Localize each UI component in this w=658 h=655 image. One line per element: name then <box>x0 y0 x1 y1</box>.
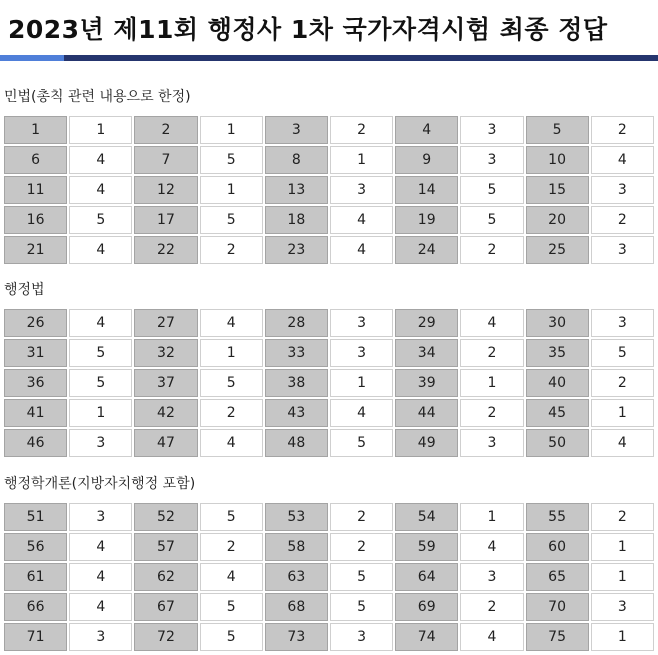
answer-cell: 4 <box>460 309 523 337</box>
answer-cell: 2 <box>200 533 263 561</box>
answer-cell: 4 <box>330 236 393 264</box>
question-number-cell: 18 <box>265 206 328 234</box>
question-number-cell: 14 <box>395 176 458 204</box>
answer-cell: 5 <box>200 206 263 234</box>
answer-table-civil-law <box>2 114 656 266</box>
title-underline-bar <box>0 55 658 61</box>
question-number-cell: 11 <box>4 176 67 204</box>
page-header <box>0 0 658 62</box>
question-number-cell: 23 <box>265 236 328 264</box>
answer-cell: 1 <box>591 623 654 651</box>
question-number-cell: 17 <box>134 206 197 234</box>
question-number-cell: 55 <box>526 503 589 531</box>
question-number-cell: 41 <box>4 399 67 427</box>
answer-cell: 4 <box>200 563 263 591</box>
answer-cell: 2 <box>591 116 654 144</box>
answer-cell: 1 <box>200 176 263 204</box>
answer-cell: 1 <box>69 116 132 144</box>
answer-cell: 4 <box>69 563 132 591</box>
question-number-cell: 19 <box>395 206 458 234</box>
answer-table-public-administration <box>2 501 656 653</box>
answer-cell: 1 <box>591 399 654 427</box>
question-number-cell: 37 <box>134 369 197 397</box>
question-number-cell: 69 <box>395 593 458 621</box>
question-number-cell: 27 <box>134 309 197 337</box>
question-number-cell: 35 <box>526 339 589 367</box>
question-number-cell: 1 <box>4 116 67 144</box>
question-number-cell: 64 <box>395 563 458 591</box>
question-number-cell: 34 <box>395 339 458 367</box>
answer-cell: 5 <box>200 593 263 621</box>
question-number-cell: 16 <box>4 206 67 234</box>
answer-cell: 3 <box>330 339 393 367</box>
answer-cell: 4 <box>200 309 263 337</box>
question-number-cell: 58 <box>265 533 328 561</box>
table-row <box>4 623 654 651</box>
question-number-cell: 72 <box>134 623 197 651</box>
answer-cell: 2 <box>591 206 654 234</box>
question-number-cell: 42 <box>134 399 197 427</box>
answer-cell: 2 <box>330 503 393 531</box>
question-number-cell: 24 <box>395 236 458 264</box>
table-row <box>4 429 654 457</box>
answer-cell: 1 <box>200 116 263 144</box>
answer-cell: 5 <box>200 369 263 397</box>
question-number-cell: 25 <box>526 236 589 264</box>
section-label-public-administration: 행정학개론(지방자치행정 포함) <box>4 476 196 492</box>
question-number-cell: 46 <box>4 429 67 457</box>
answer-cell: 5 <box>200 623 263 651</box>
answer-table-administrative-law <box>2 307 656 459</box>
table-row <box>4 146 654 174</box>
answer-cell: 1 <box>460 369 523 397</box>
question-number-cell: 30 <box>526 309 589 337</box>
answer-cell: 3 <box>330 176 393 204</box>
question-number-cell: 49 <box>395 429 458 457</box>
answer-cell: 2 <box>591 369 654 397</box>
table-row <box>4 309 654 337</box>
answer-cell: 5 <box>591 339 654 367</box>
question-number-cell: 39 <box>395 369 458 397</box>
question-number-cell: 6 <box>4 146 67 174</box>
question-number-cell: 13 <box>265 176 328 204</box>
question-number-cell: 38 <box>265 369 328 397</box>
question-number-cell: 66 <box>4 593 67 621</box>
answer-cell: 2 <box>200 399 263 427</box>
question-number-cell: 73 <box>265 623 328 651</box>
answer-cell: 4 <box>591 146 654 174</box>
question-number-cell: 10 <box>526 146 589 174</box>
question-number-cell: 74 <box>395 623 458 651</box>
answer-cell: 4 <box>460 533 523 561</box>
answer-cell: 5 <box>69 339 132 367</box>
section-label-administrative-law: 행정법 <box>4 282 45 298</box>
section-label-civil-law: 민법(총칙 관련 내용으로 한정) <box>4 89 191 105</box>
answer-cell: 5 <box>200 503 263 531</box>
answer-cell: 5 <box>69 369 132 397</box>
question-number-cell: 15 <box>526 176 589 204</box>
table-row <box>4 116 654 144</box>
question-number-cell: 8 <box>265 146 328 174</box>
table-row <box>4 563 654 591</box>
question-number-cell: 21 <box>4 236 67 264</box>
answer-cell: 3 <box>460 146 523 174</box>
answer-cell: 3 <box>330 623 393 651</box>
question-number-cell: 70 <box>526 593 589 621</box>
table-row <box>4 339 654 367</box>
question-number-cell: 22 <box>134 236 197 264</box>
answer-cell: 5 <box>69 206 132 234</box>
question-number-cell: 51 <box>4 503 67 531</box>
question-number-cell: 33 <box>265 339 328 367</box>
table-row <box>4 399 654 427</box>
answer-cell: 3 <box>69 503 132 531</box>
answer-cell: 3 <box>460 116 523 144</box>
answer-cell: 4 <box>69 176 132 204</box>
answer-cell: 4 <box>69 236 132 264</box>
answer-cell: 1 <box>330 369 393 397</box>
answer-cell: 1 <box>460 503 523 531</box>
question-number-cell: 60 <box>526 533 589 561</box>
question-number-cell: 48 <box>265 429 328 457</box>
answer-cell: 4 <box>69 146 132 174</box>
question-number-cell: 44 <box>395 399 458 427</box>
answer-cell: 2 <box>330 533 393 561</box>
question-number-cell: 2 <box>134 116 197 144</box>
question-number-cell: 43 <box>265 399 328 427</box>
question-number-cell: 7 <box>134 146 197 174</box>
question-number-cell: 52 <box>134 503 197 531</box>
answer-cell: 4 <box>69 309 132 337</box>
table-row <box>4 593 654 621</box>
question-number-cell: 47 <box>134 429 197 457</box>
answer-cell: 2 <box>460 339 523 367</box>
answer-cell: 1 <box>330 146 393 174</box>
question-number-cell: 12 <box>134 176 197 204</box>
question-number-cell: 54 <box>395 503 458 531</box>
question-number-cell: 3 <box>265 116 328 144</box>
answer-cell: 1 <box>591 563 654 591</box>
question-number-cell: 59 <box>395 533 458 561</box>
answer-cell: 3 <box>69 429 132 457</box>
question-number-cell: 61 <box>4 563 67 591</box>
question-number-cell: 40 <box>526 369 589 397</box>
question-number-cell: 50 <box>526 429 589 457</box>
answer-cell: 2 <box>591 503 654 531</box>
answer-cell: 2 <box>330 116 393 144</box>
question-number-cell: 36 <box>4 369 67 397</box>
answer-cell: 4 <box>69 533 132 561</box>
answer-cell: 5 <box>330 429 393 457</box>
answer-cell: 5 <box>460 176 523 204</box>
answer-cell: 3 <box>591 309 654 337</box>
question-number-cell: 71 <box>4 623 67 651</box>
answer-cell: 4 <box>330 206 393 234</box>
table-row <box>4 176 654 204</box>
answer-cell: 2 <box>460 593 523 621</box>
answer-cell: 1 <box>591 533 654 561</box>
question-number-cell: 4 <box>395 116 458 144</box>
question-number-cell: 26 <box>4 309 67 337</box>
answer-cell: 2 <box>200 236 263 264</box>
answer-cell: 3 <box>591 176 654 204</box>
question-number-cell: 62 <box>134 563 197 591</box>
question-number-cell: 45 <box>526 399 589 427</box>
answer-cell: 5 <box>330 563 393 591</box>
answer-cell: 2 <box>460 236 523 264</box>
question-number-cell: 29 <box>395 309 458 337</box>
answer-cell: 5 <box>200 146 263 174</box>
title-underline-accent <box>0 55 64 61</box>
table-row <box>4 369 654 397</box>
answer-cell: 1 <box>200 339 263 367</box>
question-number-cell: 9 <box>395 146 458 174</box>
question-number-cell: 31 <box>4 339 67 367</box>
question-number-cell: 20 <box>526 206 589 234</box>
table-row <box>4 503 654 531</box>
question-number-cell: 32 <box>134 339 197 367</box>
answer-cell: 3 <box>591 593 654 621</box>
question-number-cell: 53 <box>265 503 328 531</box>
question-number-cell: 5 <box>526 116 589 144</box>
question-number-cell: 56 <box>4 533 67 561</box>
question-number-cell: 63 <box>265 563 328 591</box>
answer-cell: 1 <box>69 399 132 427</box>
answer-cell: 4 <box>200 429 263 457</box>
answer-cell: 3 <box>330 309 393 337</box>
answer-cell: 2 <box>460 399 523 427</box>
answer-cell: 4 <box>460 623 523 651</box>
answer-cell: 5 <box>330 593 393 621</box>
answer-cell: 4 <box>69 593 132 621</box>
answer-cell: 3 <box>460 429 523 457</box>
question-number-cell: 67 <box>134 593 197 621</box>
page-title: 2023년 제11회 행정사 1차 국가자격시험 최종 정답 <box>8 15 608 44</box>
table-row <box>4 236 654 264</box>
answer-cell: 4 <box>591 429 654 457</box>
answer-cell: 4 <box>330 399 393 427</box>
question-number-cell: 57 <box>134 533 197 561</box>
question-number-cell: 68 <box>265 593 328 621</box>
answer-cell: 3 <box>69 623 132 651</box>
table-row <box>4 206 654 234</box>
answer-cell: 5 <box>460 206 523 234</box>
question-number-cell: 65 <box>526 563 589 591</box>
answer-cell: 3 <box>460 563 523 591</box>
table-row <box>4 533 654 561</box>
question-number-cell: 75 <box>526 623 589 651</box>
question-number-cell: 28 <box>265 309 328 337</box>
answer-cell: 3 <box>591 236 654 264</box>
